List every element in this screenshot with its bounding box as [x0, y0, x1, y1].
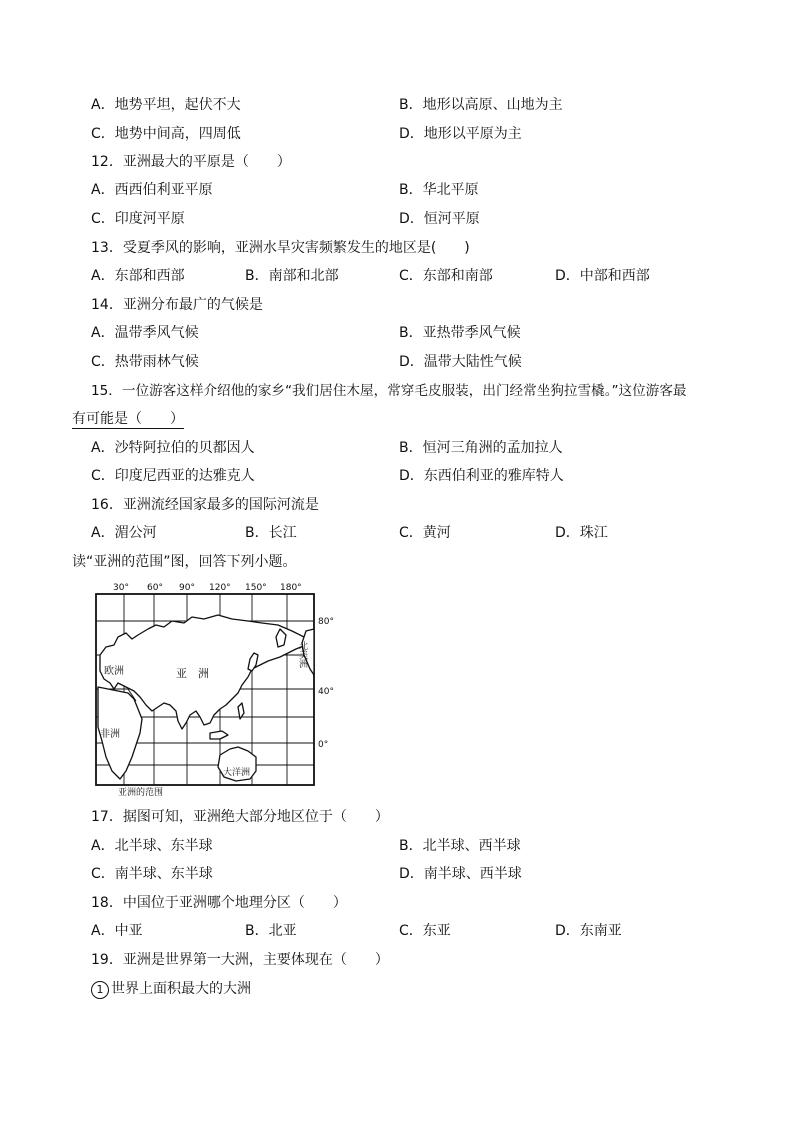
europe-label: 欧洲	[104, 666, 124, 677]
lon-label-180: 180°	[280, 583, 302, 593]
q16-option-b: B．长江	[245, 525, 297, 541]
lon-label-120: 120°	[209, 583, 231, 593]
q15-option-b: B．恒河三角洲的孟加拉人	[399, 440, 563, 456]
q15-stem-line2	[72, 409, 184, 429]
q15-option-c: C．印度尼西亚的达雅克人	[91, 468, 255, 484]
q12-option-a: A．西西伯利亚平原	[91, 182, 213, 198]
q15-stem-line1: 15．一位游客这样介绍他的家乡“我们居住木屋，常穿毛皮服装，出门经常坐狗拉雪橇。”这位游客最	[91, 383, 687, 399]
indonesia-islands	[210, 731, 228, 739]
q16-option-d: D．珠江	[555, 525, 608, 541]
q11-option-b: B．地形以高原、山地为主	[399, 97, 563, 113]
q18-stem: 18．中国位于亚洲哪个地理分区（ ）	[91, 895, 347, 911]
q13-stem: 13．受夏季风的影响，亚洲水旱灾害频繁发生的地区是( )	[91, 240, 470, 256]
q17-option-b: B．北半球、西半球	[399, 838, 521, 854]
q13-option-a: A．东部和西部	[91, 268, 185, 284]
circled-number-1: 1	[91, 981, 109, 999]
q16-stem: 16．亚洲流经国家最多的国际河流是	[91, 497, 319, 513]
q11-option-a: A．地势平坦，起伏不大	[91, 97, 241, 113]
lat-label-80: 80°	[318, 617, 334, 627]
lon-label-60: 60°	[147, 583, 163, 593]
q18-option-a: A．中亚	[91, 923, 143, 939]
lat-label-0: 0°	[318, 740, 329, 750]
q12-option-d: D．恒河平原	[399, 211, 480, 227]
lat-label-40: 40°	[318, 687, 334, 697]
q17-option-a: A．北半球、东半球	[91, 838, 213, 854]
read-map-instruction: 读“亚洲的范围”图，回答下列小题。	[72, 554, 297, 570]
q11-option-d: D．地形以平原为主	[399, 126, 522, 142]
q14-option-a: A．温带季风气候	[91, 325, 199, 341]
q11-option-c: C．地势中间高，四周低	[91, 126, 241, 142]
q18-option-b: B．北亚	[245, 923, 297, 939]
q17-option-d: D．南半球、西半球	[399, 866, 522, 882]
asia-range-map	[92, 579, 334, 801]
q15-option-a: A．沙特阿拉伯的贝都因人	[91, 440, 255, 456]
lon-label-150: 150°	[245, 583, 267, 593]
q15-answer-blank: 有可能是（ ）	[72, 411, 184, 427]
q14-stem: 14．亚洲分布最广的气候是	[91, 297, 263, 313]
q13-option-c: C．东部和南部	[399, 268, 493, 284]
q16-option-c: C．黄河	[399, 525, 451, 541]
lon-label-30: 30°	[113, 583, 129, 593]
q13-option-d: D．中部和西部	[555, 268, 650, 284]
q19-stem: 19．亚洲是世界第一大洲，主要体现在（ ）	[91, 952, 389, 968]
q17-stem: 17．据图可知，亚洲绝大部分地区位于（ ）	[91, 809, 389, 825]
asia-label: 亚 洲	[176, 667, 209, 680]
q15-option-d: D．东西伯利亚的雅库特人	[399, 468, 564, 484]
oceania-label: 大洋洲	[223, 768, 251, 778]
map-caption: 亚洲的范围	[118, 788, 164, 798]
q18-option-c: C．东亚	[399, 923, 451, 939]
q18-option-d: D．东南亚	[555, 923, 622, 939]
q14-option-b: B．亚热带季风气候	[399, 325, 521, 341]
q12-option-c: C．印度河平原	[91, 211, 185, 227]
q14-option-c: C．热带雨林气候	[91, 354, 199, 370]
north-america-label: 北美洲	[297, 641, 307, 668]
africa-label: 非洲	[100, 729, 120, 740]
lon-label-90: 90°	[179, 583, 195, 593]
q19-item-1-text: 世界上面积最大的大洲	[111, 981, 251, 997]
q12-option-b: B．华北平原	[399, 182, 479, 198]
q19-item-1	[91, 979, 251, 999]
q16-option-a: A．湄公河	[91, 525, 157, 541]
q12-stem: 12．亚洲最大的平原是（ ）	[91, 154, 291, 170]
q17-option-c: C．南半球、东半球	[91, 866, 213, 882]
q14-option-d: D．温带大陆性气候	[399, 354, 522, 370]
q13-option-b: B．南部和北部	[245, 268, 339, 284]
